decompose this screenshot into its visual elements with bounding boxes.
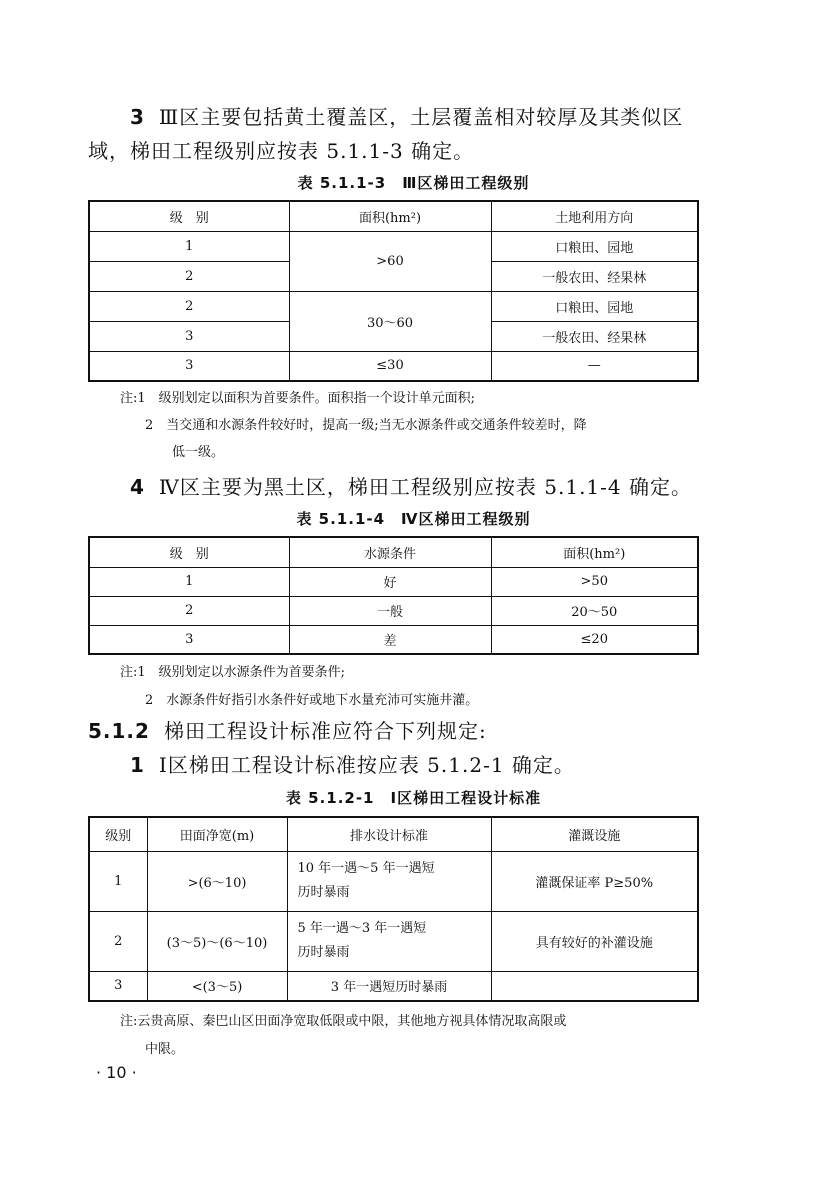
column-header: 级别 — [89, 817, 147, 851]
table-note: 低一级。 — [172, 445, 225, 460]
drainage-cell — [287, 851, 491, 911]
column-header: 田面净宽(m) — [147, 817, 287, 851]
paragraph-1 — [130, 748, 575, 782]
table-row — [89, 911, 698, 971]
grade-cell: 1 — [89, 567, 289, 596]
column-header: 面积(hm²) — [491, 537, 698, 567]
paragraph-text: Ⅰ区梯田工程设计标准按应表 5.1.2-1 确定。 — [158, 753, 575, 777]
field-width-cell: <(3～5) — [147, 971, 287, 1001]
section-text: 梯田工程设计标准应符合下列规定: — [163, 719, 487, 743]
section-5-1-2 — [88, 714, 487, 748]
column-header: 级 别 — [89, 201, 289, 231]
drainage-line: 历时暴雨 — [297, 885, 350, 900]
paragraph-4 — [130, 470, 692, 504]
section-number: 5.1.2 — [88, 719, 150, 743]
column-header: 面积(hm²) — [289, 201, 491, 231]
column-header: 土地利用方向 — [491, 201, 698, 231]
grade-cell: 3 — [89, 321, 289, 351]
table-row — [89, 971, 698, 1001]
table-row — [89, 567, 698, 596]
table-note: 注:云贵高原、秦巴山区田面净宽取低限或中限，其他地方视具体情况取高限或 — [120, 1014, 567, 1029]
table-note: 中限。 — [145, 1042, 185, 1057]
table-note: 注:1 级别划定以面积为首要条件。面积指一个设计单元面积; — [120, 391, 476, 406]
land-use-cell: 一般农田、经果林 — [491, 261, 698, 291]
table-row — [89, 291, 698, 321]
area-cell: 30～60 — [289, 291, 491, 351]
column-header: 级 别 — [89, 537, 289, 567]
field-width-cell: (3～5)～(6～10) — [147, 911, 287, 971]
table-row — [89, 625, 698, 654]
irrigation-cell: 具有较好的补灌设施 — [491, 911, 698, 971]
water-cell: 差 — [289, 625, 491, 654]
paragraph-3-line2: 域，梯田工程级别应按表 5.1.1-3 确定。 — [88, 139, 475, 163]
drainage-line: 10 年一遇～5 年一遇短 — [297, 861, 435, 876]
drainage-cell — [287, 911, 491, 971]
land-use-cell: 口粮田、园地 — [491, 291, 698, 321]
table-note: 2 当交通和水源条件较好时，提高一级;当无水源条件或交通条件较差时，降 — [145, 418, 587, 433]
column-header: 水源条件 — [289, 537, 491, 567]
area-cell: >50 — [491, 567, 698, 596]
paragraph-text: Ⅲ区主要包括黄土覆盖区，土层覆盖相对较厚及其类似区 — [158, 105, 684, 129]
table-row — [89, 351, 698, 381]
table-caption: 表 5.1.2-1 Ⅰ区梯田工程设计标准 — [285, 789, 542, 807]
field-width-cell: >(6～10) — [147, 851, 287, 911]
table-row — [89, 851, 698, 911]
paragraph-3-line1 — [130, 100, 683, 134]
grade-cell: 2 — [89, 291, 289, 321]
page-number: · 10 · — [96, 1063, 137, 1082]
land-use-cell: — — [491, 351, 698, 381]
table-caption: 表 5.1.1-4 Ⅳ区梯田工程级别 — [296, 510, 531, 528]
area-cell: ≤30 — [289, 351, 491, 381]
drainage-line: 历时暴雨 — [297, 945, 350, 960]
land-use-cell: 一般农田、经果林 — [491, 321, 698, 351]
paragraph-text: Ⅳ区主要为黑土区，梯田工程级别应按表 5.1.1-4 确定。 — [158, 475, 692, 499]
irrigation-cell: 灌溉保证率 P≥50% — [491, 851, 698, 911]
drainage-cell: 3 年一遇短历时暴雨 — [287, 971, 491, 1001]
water-cell: 好 — [289, 567, 491, 596]
area-cell: ≤20 — [491, 625, 698, 654]
grade-cell: 2 — [89, 596, 289, 625]
area-cell: 20～50 — [491, 596, 698, 625]
table-note: 注:1 级别划定以水源条件为首要条件; — [120, 665, 346, 680]
item-number: 4 — [130, 475, 145, 499]
table-row — [89, 231, 698, 261]
table-zone3-grades — [88, 200, 699, 382]
grade-cell: 1 — [89, 231, 289, 261]
grade-cell: 3 — [89, 625, 289, 654]
area-cell: >60 — [289, 231, 491, 291]
item-number: 3 — [130, 105, 145, 129]
irrigation-cell — [491, 971, 698, 1001]
table-zone1-design-standard — [88, 816, 699, 1002]
table-note: 2 水源条件好指引水条件好或地下水量充沛可实施井灌。 — [145, 693, 479, 708]
grade-cell: 2 — [89, 911, 147, 971]
table-row — [89, 596, 698, 625]
grade-cell: 3 — [89, 971, 147, 1001]
water-cell: 一般 — [289, 596, 491, 625]
column-header: 排水设计标准 — [287, 817, 491, 851]
table-zone4-grades — [88, 536, 699, 655]
table-caption: 表 5.1.1-3 Ⅲ区梯田工程级别 — [297, 174, 530, 192]
grade-cell: 2 — [89, 261, 289, 291]
land-use-cell: 口粮田、园地 — [491, 231, 698, 261]
grade-cell: 3 — [89, 351, 289, 381]
grade-cell: 1 — [89, 851, 147, 911]
column-header: 灌溉设施 — [491, 817, 698, 851]
item-number: 1 — [130, 753, 145, 777]
drainage-line: 5 年一遇～3 年一遇短 — [297, 921, 427, 936]
